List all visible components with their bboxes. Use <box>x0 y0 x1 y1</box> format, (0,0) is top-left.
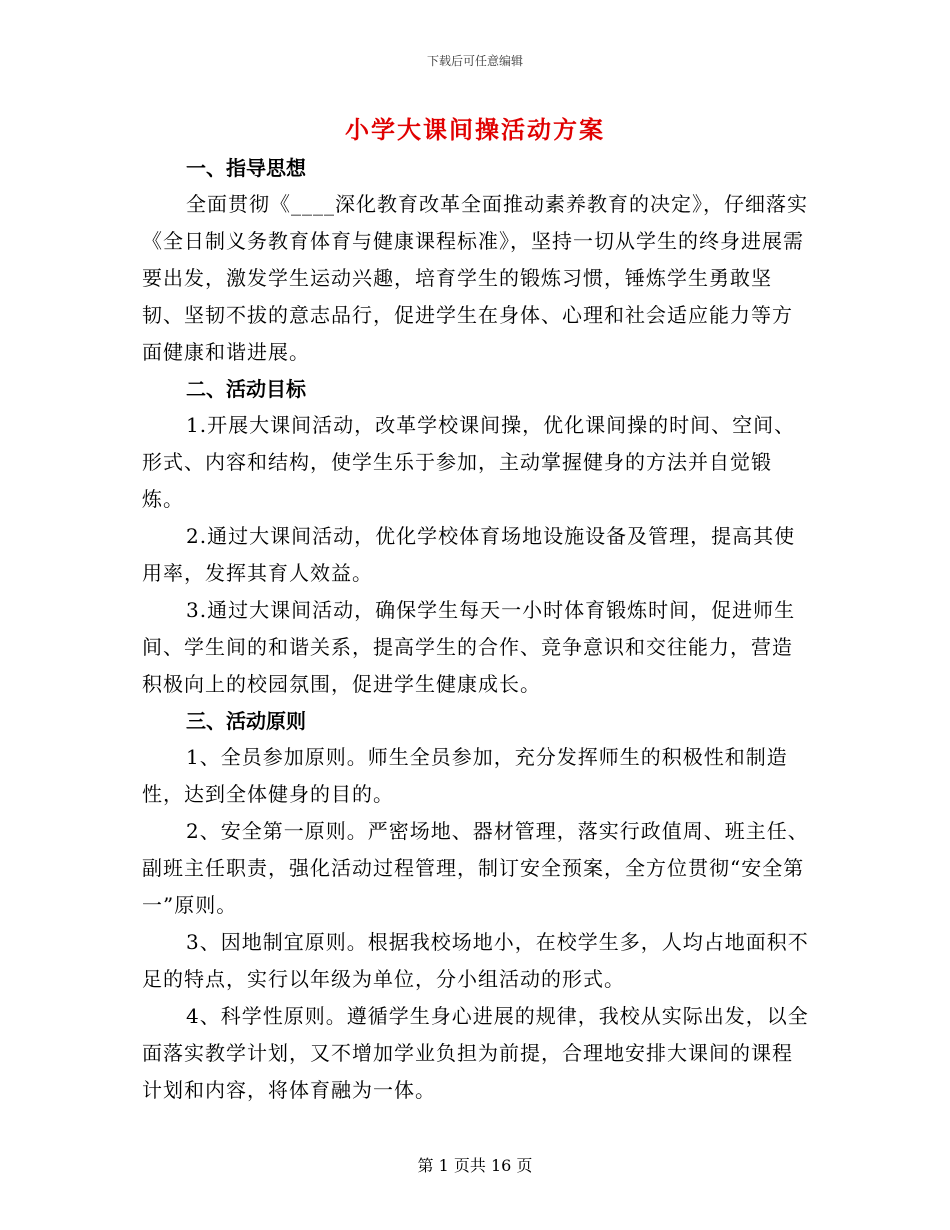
section-heading: 三、活动原则 <box>186 709 306 733</box>
document-body <box>142 150 812 1109</box>
header-note: 下载后可任意编辑 <box>426 54 523 68</box>
section-activity-goals <box>142 371 812 703</box>
paragraph: 3.通过大课间活动，确保学生每天一小时体育锻炼时间，促进师生间、学生间的和谐关系，提高学生的合作、竞争意识和交往能力，营造积极向上的校园氛围，促进学生健康成长。 <box>142 598 796 696</box>
section-heading: 一、指导思想 <box>186 156 306 180</box>
paragraph: 3、因地制宜原则。根据我校场地小，在校学生多，人均占地面积不足的特点，实行以年级为单位，分小组活动的形式。 <box>142 930 809 991</box>
document-title: 小学大课间操活动方案 <box>345 115 605 144</box>
section-activity-principles <box>142 703 812 1109</box>
section-guiding-ideology <box>142 150 812 371</box>
paragraph: 1.开展大课间活动，改革学校课间操，优化课间操的时间、空间、形式、内容和结构，使学生乐于参加，主动掌握健身的方法并自觉锻炼。 <box>142 413 796 511</box>
section-heading: 二、活动目标 <box>186 377 306 401</box>
paragraph: 4、科学性原则。遵循学生身心进展的规律，我校从实际出发，以全面落实教学计划，又不增加学业负担为前提，合理地安排大课间的课程计划和内容，将体育融为一体。 <box>142 1004 809 1102</box>
paragraph: 全面贯彻《____深化教育改革全面推动素养教育的决定》，仔细落实《全日制义务教育体育与健康课程标准》，坚持一切从学生的终身进展需要出发，激发学生运动兴趣，培育学生的锻炼习惯，锤炼学生勇敢坚韧、坚韧不拔的意志品行，促进学生在身体、心理和社会适应能力等方面健康和谐进展。 <box>142 192 808 364</box>
paragraph: 1、全员参加原则。师生全员参加，充分发挥师生的积极性和制造性，达到全体健身的目的。 <box>142 745 788 806</box>
paragraph: 2.通过大课间活动，优化学校体育场地设施设备及管理，提高其使用率，发挥其育人效益。 <box>142 524 796 585</box>
paragraph: 2、安全第一原则。严密场地、器材管理，落实行政值周、班主任、副班主任职责，强化活动过程管理，制订安全预案，全方位贯彻“安全第一”原则。 <box>142 819 809 917</box>
page-footer: 第 1 页共 16 页 <box>417 1156 533 1175</box>
